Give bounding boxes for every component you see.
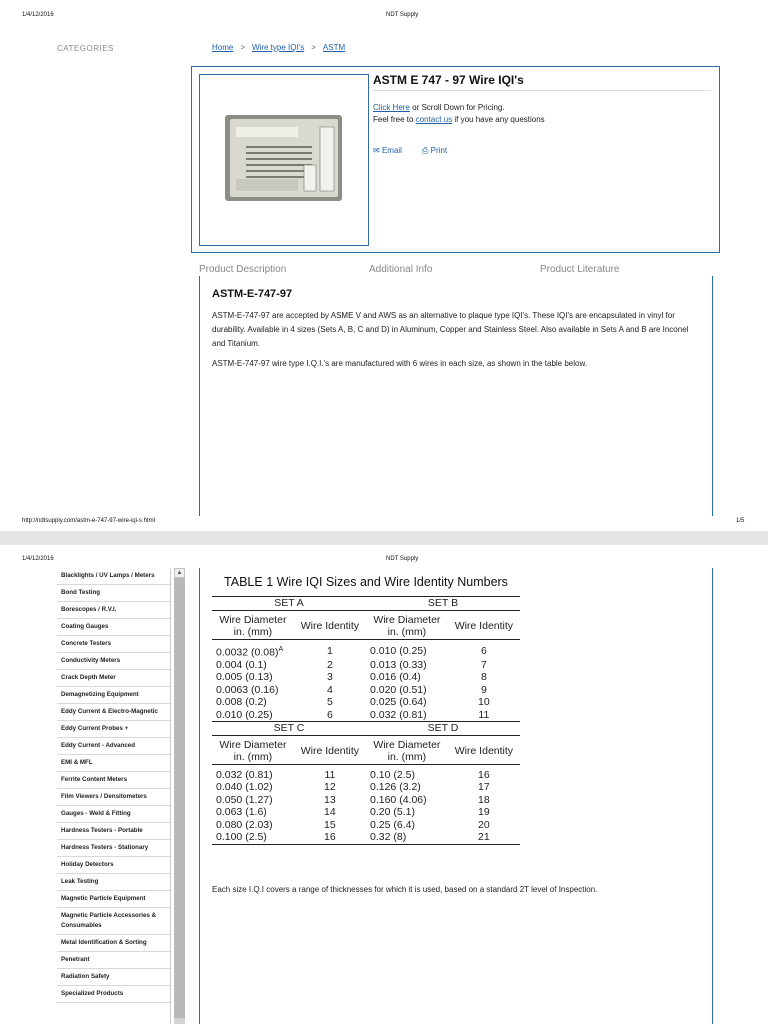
footnote-marker: A <box>278 645 284 653</box>
category-list <box>57 568 170 1003</box>
product-image <box>200 75 368 245</box>
wire-diameter-cell <box>212 696 294 709</box>
sidebar-category-item[interactable]: Hardness Testers - Portable <box>57 823 170 840</box>
table-row <box>212 709 520 722</box>
tab-label: Additional Info <box>369 264 433 275</box>
wire-diameter-value: 0.080 (2.03) <box>216 818 273 831</box>
sidebar-category-item[interactable]: Magnetic Particle Equipment <box>57 891 170 908</box>
print-site-title: NDT Supply <box>386 12 419 18</box>
column-header <box>448 610 520 639</box>
column-header <box>294 735 366 764</box>
sidebar-category-item[interactable]: EMI & MFL <box>57 755 170 772</box>
wire-identity-cell: 10 <box>478 696 490 708</box>
contact-pre-text: Feel free to <box>373 115 416 124</box>
product-image-frame[interactable] <box>199 74 369 246</box>
envelope-icon: ✉ <box>373 146 380 155</box>
wire-identity-cell: 11 <box>324 768 336 781</box>
product-title: ASTM E 747 - 97 Wire IQI's <box>373 73 524 87</box>
sidebar-category-item[interactable]: Specialized Products <box>57 986 170 1003</box>
wire-identity-cell: 14 <box>324 806 336 818</box>
sidebar-category-item[interactable]: Eddy Current & Electro-Magnetic <box>57 704 170 721</box>
table-row <box>212 696 520 709</box>
print-date: 1/4/12/2016 <box>22 12 54 18</box>
column-header-text: Wire Identity <box>454 619 514 632</box>
wire-identity-cell: 1 <box>326 644 333 657</box>
wire-identity-cell: 2 <box>326 658 333 671</box>
wire-identity-cell: 11 <box>448 709 520 722</box>
printer-icon: ⎙ <box>422 146 429 155</box>
wire-diameter-cell: 0.25 (6.4) <box>370 818 415 831</box>
tab-label: Product Description <box>199 264 287 275</box>
table-note: Each size I.Q.I covers a range of thicknesses for which it is used, based on a standard 2T level of Inspection. <box>212 885 598 894</box>
table-row <box>212 639 520 659</box>
set-label: SET D <box>366 722 520 736</box>
description-paragraph: ASTM-E-747-97 wire type I.Q.I.'s are manufactured with 6 wires in each size, as shown in the table below. <box>212 359 588 368</box>
sidebar-category-item[interactable]: Penetrant <box>57 952 170 969</box>
table-row <box>212 781 520 794</box>
wire-diameter-value: 0.032 (0.81) <box>216 768 273 781</box>
categories-label: CATEGORIES <box>57 44 114 53</box>
wire-diameter-value: 0.0063 (0.16) <box>216 683 279 696</box>
wire-diameter-value: 0.100 (2.5) <box>216 831 267 843</box>
table-row <box>212 659 520 672</box>
wire-diameter-cell: 0.160 (4.06) <box>370 793 427 806</box>
column-header <box>448 735 520 764</box>
sidebar-category-item[interactable]: Bond Testing <box>57 585 170 602</box>
wire-diameter-cell: 0.20 (5.1) <box>370 806 415 818</box>
pricing-line <box>373 103 505 112</box>
wire-diameter-cell <box>212 794 294 807</box>
sidebar-category-item[interactable]: Gauges - Weld & Fitting <box>57 806 170 823</box>
print-button[interactable] <box>422 146 447 156</box>
title-divider <box>373 90 711 91</box>
wire-diameter-cell <box>212 709 294 722</box>
wire-identity-cell: 6 <box>294 709 366 722</box>
sidebar-category-item[interactable]: Concrete Testers <box>57 636 170 653</box>
table-title: TABLE 1 Wire IQI Sizes and Wire Identity Numbers <box>224 575 508 589</box>
pricing-text: or Scroll Down for Pricing. <box>409 103 505 112</box>
sidebar-category-item[interactable]: Metal Identification & Sorting <box>57 935 170 952</box>
wire-diameter-cell: 0.126 (3.2) <box>370 781 421 793</box>
sidebar-category-item[interactable]: Blacklights / UV Lamps / Meters <box>57 568 170 585</box>
wire-diameter-cell: 0.016 (0.4) <box>370 671 421 683</box>
wire-diameter-cell <box>212 764 294 781</box>
column-header <box>294 610 366 639</box>
wire-diameter-value: 0.063 (1.6) <box>216 806 267 818</box>
wire-diameter-cell: 0.032 (0.81) <box>366 709 448 722</box>
wire-diameter-cell: 0.025 (0.64) <box>370 696 427 708</box>
wire-identity-cell: 21 <box>448 831 520 844</box>
breadcrumb <box>212 43 345 52</box>
set-label: SET C <box>212 722 366 736</box>
wire-identity-cell: 20 <box>478 818 490 831</box>
column-header-text: Wire Diameter <box>373 738 441 751</box>
sidebar-category-item[interactable]: Hardness Testers - Stationary <box>57 840 170 857</box>
breadcrumb-astm[interactable]: ASTM <box>322 43 346 52</box>
sidebar-category-item[interactable]: Crack Depth Meter <box>57 670 170 687</box>
table-row <box>212 794 520 807</box>
wire-diameter-value: 0.008 (0.2) <box>216 696 267 708</box>
print-site-title: NDT Supply <box>386 556 419 562</box>
wire-identity-cell: 15 <box>324 818 336 831</box>
wire-identity-cell: 16 <box>294 831 366 844</box>
sidebar-category-item[interactable]: Ferrite Content Meters <box>57 772 170 789</box>
sidebar-category-item[interactable]: Radiation Safety <box>57 969 170 986</box>
wire-iqi-table <box>212 596 520 845</box>
column-header <box>366 610 448 639</box>
column-header-text: Wire Identity <box>300 744 360 757</box>
iqi-table <box>212 596 520 845</box>
table-row <box>212 597 520 611</box>
tab-product-literature[interactable] <box>540 259 620 277</box>
sidebar-scrollbar[interactable] <box>174 568 185 1024</box>
category-sidebar <box>57 568 171 1024</box>
sidebar-category-item[interactable]: Conductivity Meters <box>57 653 170 670</box>
wire-identity-cell: 9 <box>480 683 487 696</box>
print-date: 1/4/12/2016 <box>22 556 54 562</box>
wire-diameter-cell <box>212 684 294 697</box>
email-label: Email <box>381 146 402 155</box>
wire-identity-cell: 3 <box>326 671 333 683</box>
tab-additional-info[interactable] <box>369 259 432 277</box>
description-paragraph: ASTM-E-747-97 are accepted by ASME V and AWS as an alternative to plaque type IQI's. These IQI's are encapsulated in vinyl for durability. Available in 4 sizes (Sets A, B, C and D) in Aluminum, Copper and Stainless Steel. Also available in Sets A and B are Inconel and Titanium. <box>212 311 689 348</box>
table-row <box>212 806 520 819</box>
column-header-unit: in. (mm) <box>387 751 427 763</box>
column-header-unit: in. (mm) <box>233 751 273 763</box>
wire-diameter-cell <box>212 781 294 794</box>
sidebar-category-item[interactable]: Coating Gauges <box>57 619 170 636</box>
sidebar-category-item[interactable]: Leak Testing <box>57 874 170 891</box>
wire-diameter-value: 0.050 (1.27) <box>216 793 273 806</box>
wire-diameter-cell <box>212 639 294 659</box>
contact-us-link[interactable]: contact us <box>415 115 453 124</box>
breadcrumb-wire-type-iqis[interactable]: Wire type IQI's <box>252 43 305 52</box>
breadcrumb-separator: > <box>311 43 316 52</box>
scrollbar-thumb[interactable] <box>174 578 185 1018</box>
wire-identity-cell: 18 <box>478 793 490 806</box>
wire-diameter-cell <box>212 671 294 684</box>
table-row <box>212 671 520 684</box>
print-label: Print <box>430 146 448 155</box>
description-body <box>212 309 702 377</box>
column-header-text: Wire Identity <box>300 619 360 632</box>
table-row <box>212 764 520 781</box>
table-row <box>212 722 520 736</box>
wire-diameter-cell <box>212 831 294 844</box>
wire-diameter-value: 0.040 (1.02) <box>216 781 273 793</box>
table-row <box>212 819 520 832</box>
wire-diameter-cell: 0.32 (8) <box>366 831 448 844</box>
set-label: SET A <box>212 597 366 611</box>
column-header <box>212 735 294 764</box>
wire-identity-cell: 6 <box>480 644 487 657</box>
table-row <box>212 610 520 639</box>
wire-diameter-value: 0.005 (0.13) <box>216 671 273 683</box>
description-heading: ASTM-E-747-97 <box>212 288 293 300</box>
sidebar-category-item[interactable]: Demagnetizing Equipment <box>57 687 170 704</box>
sidebar-category-item[interactable]: Film Viewers / Densitometers <box>57 789 170 806</box>
tab-label: Product Literature <box>540 264 620 275</box>
contact-line <box>373 115 545 124</box>
wire-identity-cell: 8 <box>480 671 487 683</box>
wire-identity-cell: 12 <box>324 781 336 793</box>
column-header-unit: in. (mm) <box>233 626 273 638</box>
breadcrumb-home[interactable]: Home <box>212 43 234 52</box>
contact-post-text: if you have any questions <box>452 115 545 124</box>
email-button[interactable] <box>373 146 402 155</box>
wire-identity-cell: 19 <box>478 806 490 818</box>
tab-product-description[interactable] <box>199 259 286 277</box>
wire-diameter-value: 0.010 (0.25) <box>216 708 273 721</box>
column-header-text: Wire Diameter <box>219 738 287 751</box>
wire-identity-cell: 13 <box>324 793 336 806</box>
sidebar-category-item[interactable]: Holiday Detectors <box>57 857 170 874</box>
wire-identity-cell: 7 <box>480 658 487 671</box>
wire-diameter-cell <box>212 819 294 832</box>
print-footer-url: http://ndtsupply.com/astm-e-747-97-wire-iqi-s.html <box>22 518 155 524</box>
column-header <box>366 735 448 764</box>
wire-diameter-cell: 0.010 (0.25) <box>370 644 427 657</box>
column-header-text: Wire Identity <box>454 744 514 757</box>
wire-diameter-cell <box>212 659 294 672</box>
sidebar-category-item[interactable]: Eddy Current - Advanced <box>57 738 170 755</box>
sidebar-category-item[interactable]: Borescopes / R.V.I. <box>57 602 170 619</box>
scroll-up-arrow-icon[interactable]: ▲ <box>174 568 185 578</box>
wire-diameter-value: 0.0032 (0.08) <box>216 646 279 658</box>
column-header-unit: in. (mm) <box>387 626 427 638</box>
table-row <box>212 831 520 844</box>
table-row <box>212 684 520 697</box>
table-row <box>212 735 520 764</box>
column-header-text: Wire Diameter <box>219 613 287 626</box>
breadcrumb-separator: > <box>240 43 246 52</box>
sidebar-category-item[interactable]: Eddy Current Probes + <box>57 721 170 738</box>
wire-diameter-cell: 0.020 (0.51) <box>370 683 427 696</box>
column-header <box>212 610 294 639</box>
wire-diameter-value: 0.004 (0.1) <box>216 658 267 671</box>
wire-identity-cell: 4 <box>326 683 333 696</box>
wire-diameter-cell <box>212 806 294 819</box>
sidebar-category-item[interactable]: Magnetic Particle Accessories & Consumables <box>57 908 170 935</box>
wire-identity-cell: 17 <box>478 781 490 793</box>
column-header-text: Wire Diameter <box>373 613 441 626</box>
print-page-number: 1/5 <box>736 518 745 524</box>
page-break <box>0 531 768 545</box>
click-here-link[interactable]: Click Here <box>373 103 410 112</box>
set-label: SET B <box>366 597 520 611</box>
wire-identity-cell: 5 <box>326 696 333 708</box>
wire-diameter-cell: 0.10 (2.5) <box>370 768 415 781</box>
wire-identity-cell: 16 <box>478 768 490 781</box>
wire-diameter-cell: 0.013 (0.33) <box>370 658 427 671</box>
